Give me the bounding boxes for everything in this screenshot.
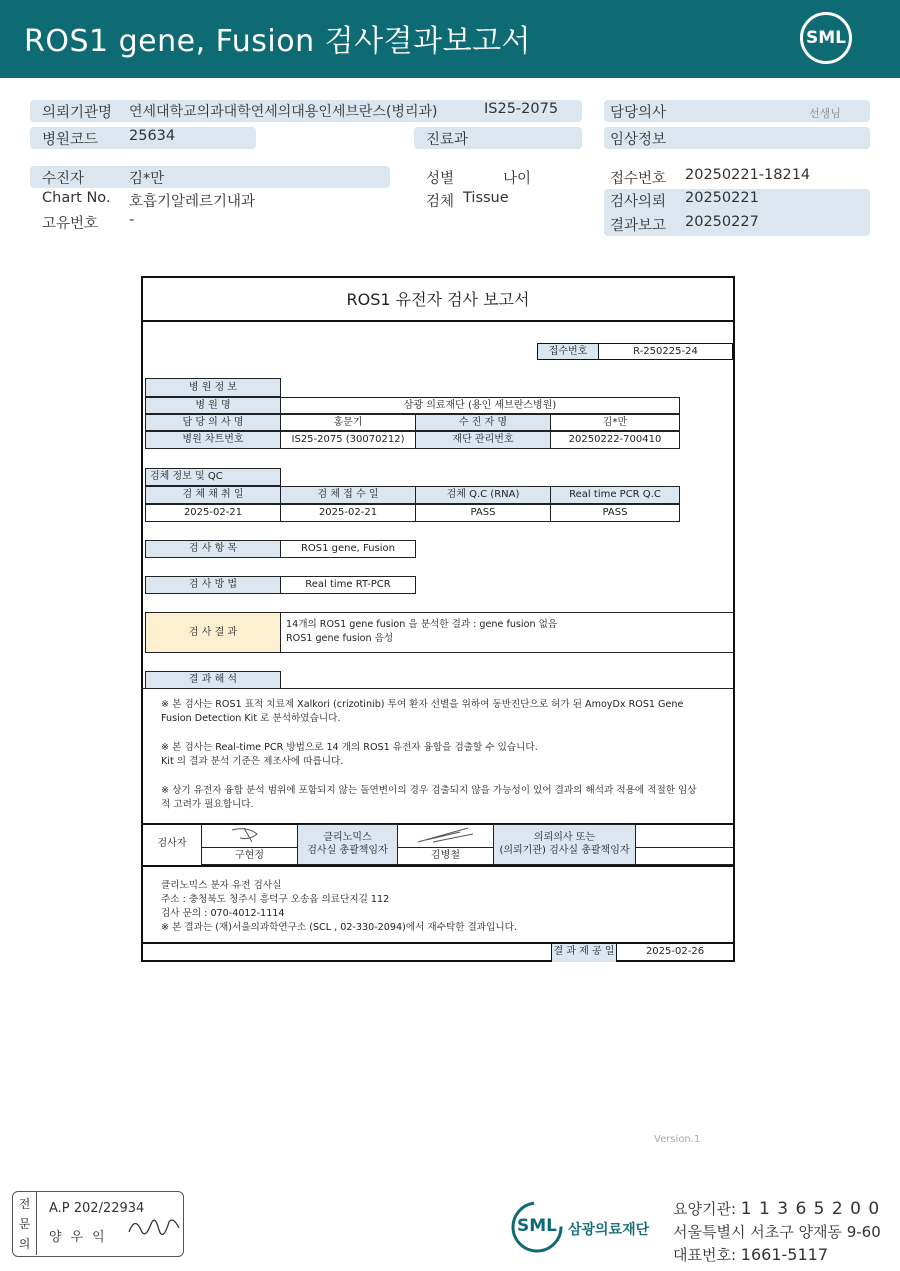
unique-value: - (129, 212, 135, 228)
foundation-number-value: 20250222-700410 (550, 431, 680, 449)
header-band (0, 0, 900, 78)
chart-value: 호흡기알레르기내과 (129, 194, 256, 210)
request-label: 검사의뢰 (610, 194, 667, 210)
qc-value-pcr: PASS (550, 504, 680, 522)
signature-bottom-rule (143, 865, 733, 867)
qc-header-rna: 검체 Q.C (RNA) (415, 486, 551, 504)
footer-logo-text: SML (517, 1216, 557, 1236)
report-receipt-label: 접수번호 (537, 343, 599, 360)
qc-value-rna: PASS (415, 504, 551, 522)
footer-phone-value: 1661-5117 (740, 1245, 829, 1264)
institution-value: 연세대학교의과대학연세의대용인세브란스(병리과) (129, 104, 438, 120)
lab-line-2: 주소 : 충청북도 청주시 흥덕구 오송읍 의료단지길 112 (161, 894, 390, 905)
doctor-suffix: 선생님 (809, 107, 841, 120)
header-logo-text: SML (806, 28, 846, 48)
qc-header-receive: 검 체 접 수 일 (280, 486, 416, 504)
footer-code (673, 1198, 880, 1219)
patient-name-value: 김*만 (550, 414, 680, 431)
qc-header-collect: 검 체 채 취 일 (145, 486, 281, 504)
tester-signature-box (201, 824, 298, 848)
receipt-label: 접수번호 (610, 171, 667, 187)
doctor-name-value: 홍문기 (280, 414, 416, 431)
interpretation-line-4: Kit 의 결과 분석 기준은 제조사에 따릅니다. (161, 756, 344, 767)
institution-label: 의뢰기관명 (42, 105, 113, 121)
footer-code-value: 1 1 3 6 5 2 0 0 (740, 1199, 881, 1219)
specimen-value: Tissue (463, 190, 509, 206)
lab-line-3: 검사 문의 : 070-4012-1114 (161, 908, 285, 919)
interpretation-line-6: 적 고려가 필요합니다. (161, 799, 254, 810)
footer-phone (673, 1244, 828, 1265)
clinomics-name: 김병철 (397, 847, 494, 865)
provide-date-value: 2025-02-26 (645, 946, 705, 957)
clinomics-label-line-1: 클리노믹스 (323, 832, 372, 843)
hospital-info-section: 병 원 정 보 (145, 378, 281, 397)
foundation-number-label: 재단 관리번호 (415, 431, 551, 449)
tester-label: 검사자 (143, 824, 202, 865)
specimen-qc-section: 검체 정보 및 QC (145, 468, 281, 486)
patient-name-label: 수 진 자 명 (415, 414, 551, 431)
hospital-code-value: 25634 (129, 128, 176, 144)
patient-value: 김*만 (129, 171, 165, 187)
hospital-code-label: 병원코드 (42, 132, 99, 148)
page-title: ROS1 gene, Fusion 검사결과보고서 (24, 24, 532, 59)
tester-signature-icon (202, 824, 297, 846)
tester-name: 구현정 (201, 847, 298, 865)
institution-code: IS25-2075 (484, 101, 559, 117)
test-method-label: 검 사 방 법 (145, 576, 281, 594)
requester-label-line-1: 의뢰의사 또는 (533, 832, 596, 843)
interpretation-line-2: Fusion Detection Kit 로 분석하였습니다. (161, 713, 341, 724)
qc-value-collect: 2025-02-21 (145, 504, 281, 522)
clinical-label: 임상정보 (610, 132, 667, 148)
sml-logo-icon (800, 12, 852, 64)
specimen-label: 검체 (426, 194, 455, 210)
interpretation-label: 결 과 해 석 (145, 671, 281, 689)
clinomics-signature-icon (398, 824, 493, 846)
interpretation-line-1: ※ 본 검사는 ROS1 표적 치료제 Xalkori (crizotinib) 투여 환자 선별을 위하여 동반진단으로 허가 된 AmoyDx ROS1 Gene (161, 699, 684, 710)
report-document (141, 276, 735, 962)
sex-label: 성별 (426, 171, 455, 187)
stamp-signature-icon (125, 1210, 183, 1250)
test-method-value: Real time RT-PCR (280, 576, 416, 594)
report-label: 결과보고 (610, 218, 667, 234)
interpretation-line-3: ※ 본 검사는 Real-time PCR 방법으로 14 개의 ROS1 유전자 융합을 검출할 수 있습니다. (161, 742, 538, 753)
department-label: 진료과 (426, 132, 469, 148)
footer-address: 서울특별시 서초구 양재동 9-60 (673, 1223, 881, 1241)
report-value: 20250227 (685, 214, 759, 230)
footer-code-label: 요양기관: (673, 1200, 741, 1218)
stamp-license: A.P 202/22934 (49, 1201, 145, 1216)
requester-label (493, 824, 636, 865)
patient-label: 수진자 (42, 171, 85, 187)
clinomics-label (297, 824, 398, 865)
stamp-side-label: 전문의 (13, 1192, 37, 1255)
hospital-name-value: 삼광 의료재단 (용인 세브란스병원) (280, 397, 680, 414)
chart-label: Chart No. (42, 190, 111, 206)
clinomics-label-line-2: 검사실 총괄책임자 (307, 845, 388, 856)
test-result-line-1: 14개의 ROS1 gene fusion 을 분석한 결과 : gene fusion 없음 (286, 619, 558, 630)
unique-label: 고유번호 (42, 216, 99, 232)
doctor-name-label: 담 당 의 사 명 (145, 414, 281, 431)
requester-label-line-2: (의뢰기관) 검사실 총괄책임자 (499, 845, 630, 856)
lab-line-4: ※ 본 결과는 (재)서울의과학연구소 (SCL , 02-330-2094)에서 재수탁한 결과입니다. (161, 922, 517, 933)
test-result-line-2: ROS1 gene fusion 음성 (286, 633, 394, 644)
version-label: Version.1 (654, 1134, 701, 1145)
request-value: 20250221 (685, 190, 759, 206)
test-result-label: 검 사 결 과 (145, 612, 281, 653)
interpretation-line-5: ※ 상기 유전자 융합 분석 범위에 포함되지 않는 돌연변이의 경우 검출되지 않을 가능성이 있어 결과의 해석과 적용에 적절한 임상 (161, 785, 697, 796)
hospital-name-label: 병 원 명 (145, 397, 281, 414)
interpretation-rule (143, 688, 733, 689)
receipt-value: 20250221-18214 (685, 167, 811, 183)
foundation-name: 삼광의료재단 (568, 1222, 650, 1238)
report-title: ROS1 유전자 검사 보고서 (143, 278, 733, 322)
requester-name-box (635, 847, 733, 865)
age-label: 나이 (503, 171, 532, 187)
hospital-chart-value: IS25-2075 (30070212) (280, 431, 416, 449)
specialist-stamp (12, 1191, 184, 1257)
qc-value-receive: 2025-02-21 (280, 504, 416, 522)
hospital-chart-label: 병원 차트번호 (145, 431, 281, 449)
report-receipt-value: R-250225-24 (598, 343, 733, 360)
footer-phone-label: 대표번호: (673, 1246, 741, 1264)
test-item-label: 검 사 항 목 (145, 540, 281, 558)
test-item-value: ROS1 gene, Fusion (280, 540, 416, 558)
clinomics-signature-box (397, 824, 494, 848)
doctor-label: 담당의사 (610, 105, 667, 121)
lab-line-1: 클리노믹스 분자 유전 검사실 (161, 880, 282, 891)
provide-date-label: 결 과 제 공 일 (551, 944, 617, 962)
stamp-name: 양우익 (49, 1230, 114, 1245)
qc-header-pcr: Real time PCR Q.C (550, 486, 680, 504)
